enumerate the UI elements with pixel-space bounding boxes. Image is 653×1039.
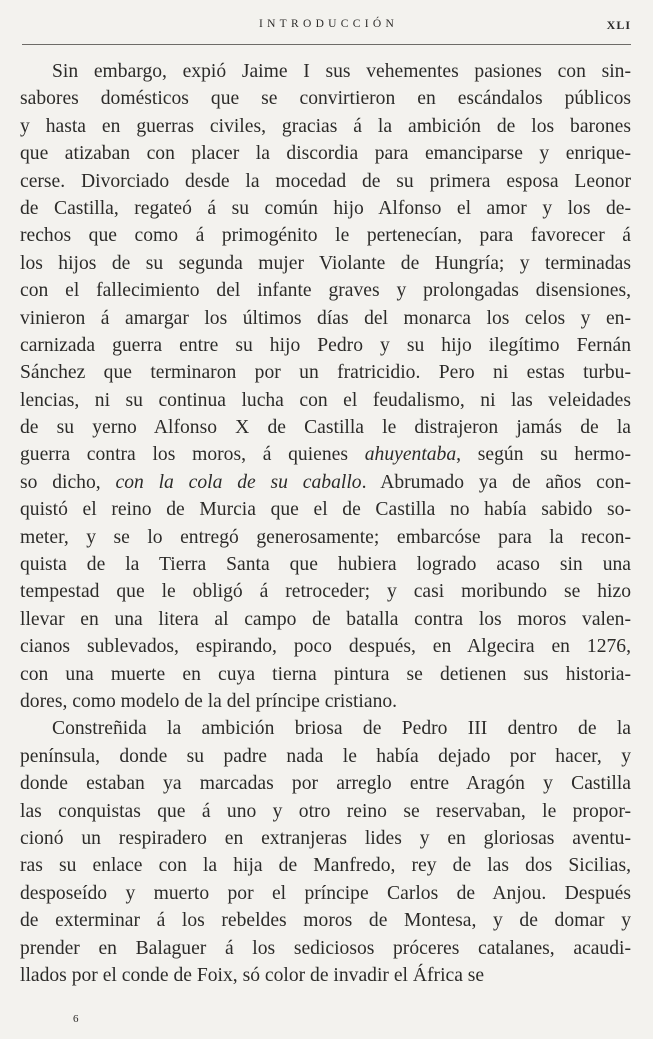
text-line: [20, 770, 631, 797]
text-line: [20, 524, 631, 551]
text-line: [20, 359, 631, 386]
text-line: [20, 113, 631, 140]
text-segment: y hasta en guerras civiles, gracias á la ambición de los barones: [20, 115, 631, 137]
body-text: [20, 58, 631, 989]
text-line: [20, 551, 631, 578]
running-head: [26, 16, 631, 36]
text-segment: quista de la Tierra Santa que hubiera logrado acaso sin una: [20, 554, 631, 576]
text-line: [20, 168, 631, 195]
page-number: XLI: [606, 18, 631, 32]
text-line: [20, 633, 631, 660]
text-segment: tempestad que le obligó á retroceder; y casi moribundo se hizo: [20, 581, 631, 603]
text-line: [20, 332, 631, 359]
text-segment: meter, y se lo entregó generosamente; embarcóse para la recon-: [20, 526, 631, 548]
text-line: [20, 606, 631, 633]
text-segment: donde estaban ya marcadas por arreglo entre Aragón y Castilla: [20, 773, 631, 795]
text-segment: que atizaban con placer la discordia para emanciparse y enrique-: [20, 143, 631, 165]
text-line: [20, 880, 631, 907]
italic-phrase: con la cola de su caballo: [115, 471, 362, 493]
signature-mark: 6: [73, 1013, 79, 1025]
text-line: [20, 58, 631, 85]
text-segment: los hijos de su segunda mujer Violante de Hungría; y terminadas: [20, 252, 631, 274]
italic-phrase: ahuyentaba: [364, 444, 457, 466]
text-segment: carnizada guerra entre su hijo Pedro y su hijo ilegítimo Fernán: [20, 334, 631, 356]
text-segment: quistó el reino de Murcia que el de Castilla no había sabido so-: [20, 499, 631, 521]
text-line: [20, 715, 631, 742]
text-line: [20, 305, 631, 332]
running-head-title: INTRODUCCIÓN: [258, 18, 399, 30]
text-line: [20, 743, 631, 770]
text-line: [20, 825, 631, 852]
text-segment: cerse. Divorciado desde la mocedad de su primera esposa Leonor: [20, 170, 631, 192]
text-line: [20, 935, 631, 962]
text-line: [20, 387, 631, 414]
text-segment: vinieron á amargar los últimos días del monarca los celos y en-: [20, 307, 631, 329]
text-segment: dores, como modelo de la del príncipe cristiano.: [20, 690, 398, 712]
text-segment: península, donde su padre nada le había dejado por hacer, y: [20, 745, 631, 767]
text-segment: sabores domésticos que se convirtieron en escándalos públicos: [20, 88, 631, 110]
text-line: [20, 222, 631, 249]
text-segment: so dicho,: [20, 471, 116, 493]
text-segment: de Castilla, regateó á su común hijo Alfonso el amor y los de-: [20, 197, 631, 219]
text-line: [20, 414, 631, 441]
text-line: [20, 441, 631, 468]
text-segment: guerra contra los moros, á quienes: [20, 444, 365, 466]
text-line: [20, 496, 631, 523]
text-line: [20, 469, 631, 496]
text-segment: prender en Balaguer á los sediciosos próceres catalanes, acaudi-: [20, 937, 631, 959]
text-segment: desposeído y muerto por el príncipe Carlos de Anjou. Después: [20, 882, 631, 904]
text-line: [20, 962, 631, 989]
text-line: [20, 798, 631, 825]
text-segment: Constreñida la ambición briosa de Pedro III dentro de la: [52, 718, 631, 740]
text-segment: rechos que como á primogénito le pertenecían, para favorecer á: [20, 225, 631, 247]
text-line: [20, 688, 631, 715]
text-segment: cionó un respiradero en extranjeras lides y en gloriosas aventu-: [20, 827, 631, 849]
text-segment: las conquistas que á uno y otro reino se reservaban, le propor-: [20, 800, 631, 822]
text-segment: ras su enlace con la hija de Manfredo, rey de las dos Sicilias,: [20, 855, 631, 877]
text-segment: llados por el conde de Foix, só color de invadir el África se: [20, 964, 485, 986]
text-segment: . Abrumado ya de años con-: [361, 471, 631, 493]
text-line: [20, 250, 631, 277]
text-segment: Sin embargo, expió Jaime I sus vehementes pasiones con sin-: [52, 61, 631, 82]
text-segment: Sánchez que terminaron por un fratricidio. Pero ni estas turbu-: [20, 362, 631, 384]
header-rule: [22, 44, 631, 45]
text-segment: lencias, ni su continua lucha con el feudalismo, ni las veleidades: [20, 389, 631, 411]
text-line: [20, 85, 631, 112]
text-line: [20, 277, 631, 304]
text-line: [20, 852, 631, 879]
text-segment: con una muerte en cuya tierna pintura se detienen sus historia-: [20, 663, 631, 685]
text-segment: de exterminar á los rebeldes moros de Montesa, y de domar y: [20, 910, 631, 932]
text-segment: cianos sublevados, espirando, poco después, en Algecira en 1276,: [20, 636, 631, 658]
text-segment: llevar en una litera al campo de batalla contra los moros valen-: [20, 608, 631, 630]
text-line: [20, 907, 631, 934]
text-segment: de su yerno Alfonso X de Castilla le distrajeron jamás de la: [20, 417, 631, 439]
text-line: [20, 578, 631, 605]
text-line: [20, 195, 631, 222]
text-line: [20, 661, 631, 688]
text-segment: , según su hermo-: [456, 444, 631, 466]
text-line: [20, 140, 631, 167]
text-segment: con el fallecimiento del infante graves y prolongadas disensiones,: [20, 280, 631, 302]
